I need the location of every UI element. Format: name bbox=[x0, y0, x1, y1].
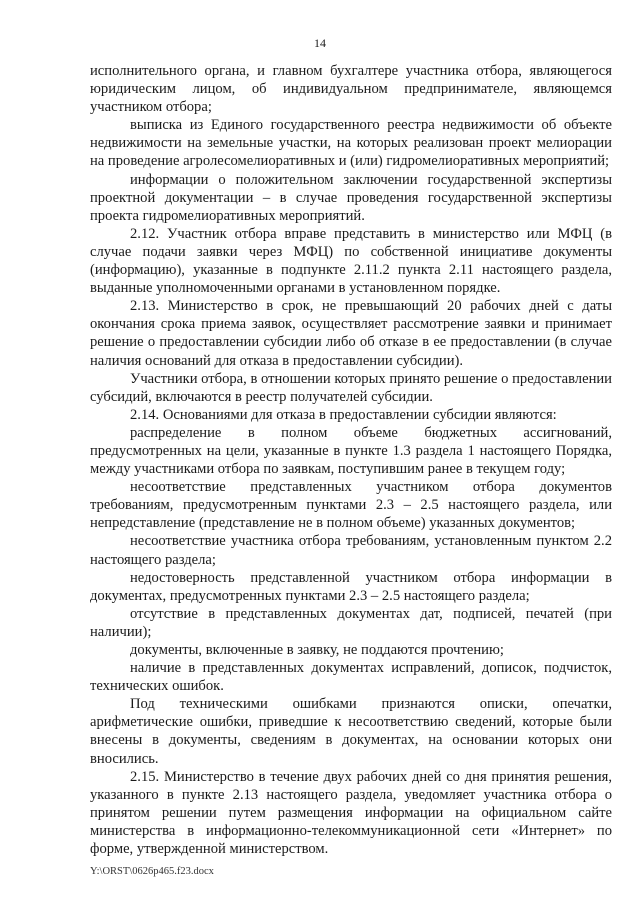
page-number: 14 bbox=[314, 36, 326, 50]
paragraph: несоответствие участника отбора требованиям, установленным пунктом 2.2 настоящего раздела; bbox=[90, 533, 612, 568]
paragraph-2-15: 2.15. Министерство в течение двух рабочих дней со дня принятия решения, указанного в пункте 2.13 настоящего раздела, уведомляет участника отбора о принятом решении путем размещения информации на официальном сайте министерства в информационно-телекоммуникационной сети «Интернет» по форме, утвержденной министерством. bbox=[90, 768, 612, 858]
file-path-footer: Y:\ORST\0626p465.f23.docx bbox=[90, 866, 214, 877]
paragraph: информации о положительном заключении государственной экспертизы проектной документации – в случае проведения государственной экспертизы проекта гидромелиоративных мероприятий. bbox=[90, 171, 612, 224]
paragraph: Под техническими ошибками признаются описки, опечатки, арифметические ошибки, приведшие к несоответствию сведений, которые были внесены в документы, сведениям в документах, на основании которых они вносились. bbox=[90, 696, 612, 767]
paragraph-2-13: 2.13. Министерство в срок, не превышающий 20 рабочих дней с даты окончания срока приема заявок, осуществляет рассмотрение заявки и принимает решение о предоставлении субсидии либо об отказе в ее предоставлении (в случае наличия оснований для отказа в предоставлении субсидии). bbox=[90, 298, 612, 369]
paragraph: исполнительного органа, и главном бухгалтере участника отбора, являющегося юридическим лицом, об индивидуальном предпринимателе, являющемся участником отбора; bbox=[90, 63, 612, 116]
paragraph: недостоверность представленной участником отбора информации в документах, предусмотренных пунктами 2.3 – 2.5 настоящего раздела; bbox=[90, 569, 612, 604]
paragraph: выписка из Единого государственного реестра недвижимости об объекте недвижимости на земельные участки, на которых реализован проект мелиорации на проведение агролесомелиоративных и (или) гидромелиоративных мероприятий; bbox=[90, 117, 612, 170]
paragraph: документы, включенные в заявку, не поддаются прочтению; bbox=[130, 642, 504, 658]
paragraph-2-12: 2.12. Участник отбора вправе представить в министерство или МФЦ (в случае подачи заявки через МФЦ) по собственной инициативе документы (информацию), указанные в подпункте 2.11.2 пункта 2.11 настоящего раздела, выданные уполномоченными органами в установленном порядке. bbox=[90, 225, 612, 297]
paragraph: несоответствие представленных участником отбора документов требованиям, предусмотренным пунктами 2.3 – 2.5 настоящего раздела, или непредставление (представление не в полном объеме) указанных документов; bbox=[90, 479, 612, 532]
paragraph: распределение в полном объеме бюджетных ассигнований, предусмотренных на цели, указанные в пункте 1.3 раздела 1 настоящего Порядка, между участниками отбора по заявкам, поступившим ранее в текущем году; bbox=[90, 424, 612, 478]
paragraph: наличие в представленных документах исправлений, дописок, подчисток, технических ошибок. bbox=[90, 660, 612, 695]
paragraph: отсутствие в представленных документах дат, подписей, печатей (при наличии); bbox=[90, 605, 612, 640]
paragraph: Участники отбора, в отношении которых принято решение о предоставлении субсидий, включаются в реестр получателей субсидии. bbox=[90, 370, 612, 405]
document-body bbox=[90, 62, 612, 858]
paragraph-2-14: 2.14. Основаниями для отказа в предоставлении субсидии являются: bbox=[130, 406, 557, 423]
